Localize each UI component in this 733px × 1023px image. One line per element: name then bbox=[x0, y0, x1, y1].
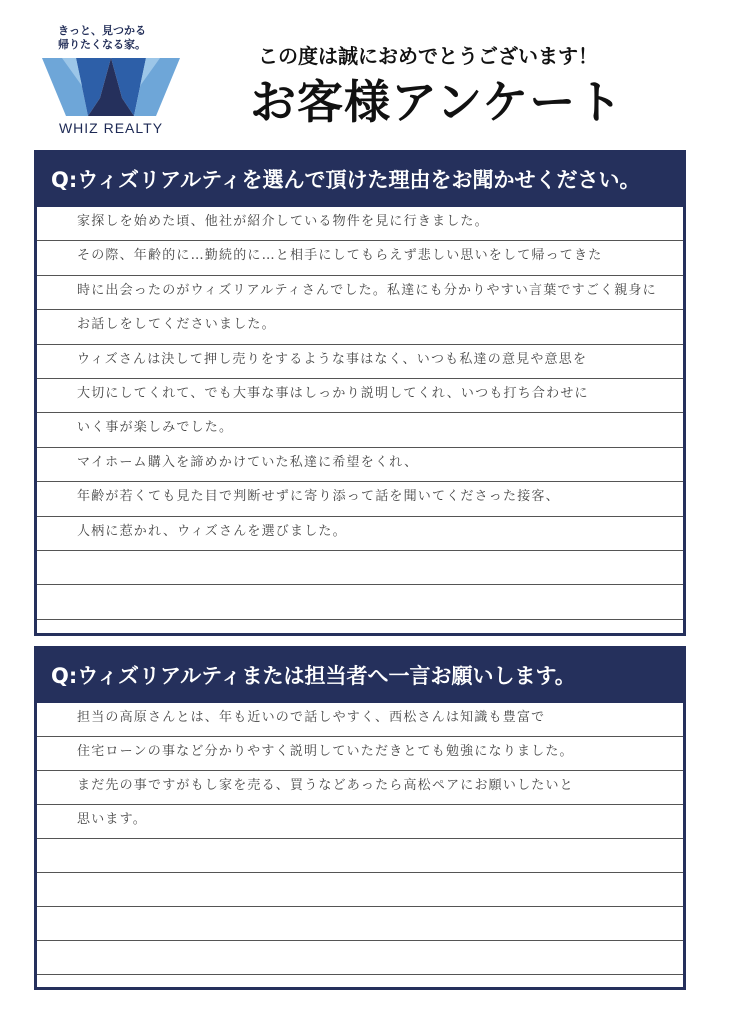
answer-line bbox=[37, 907, 683, 941]
answer-line: ウィズさんは決して押し売りをするような事はなく、いつも私達の意見や意思を bbox=[37, 345, 683, 379]
brand-name: WHIZ REALTY bbox=[58, 120, 164, 136]
answer-line: マイホーム購入を諦めかけていた私達に希望をくれ、 bbox=[37, 448, 683, 482]
answer-lines bbox=[37, 703, 683, 975]
answer-line bbox=[37, 839, 683, 873]
answer-line: その際、年齢的に…勤続的に…と相手にしてもらえず悲しい思いをして帰ってきた bbox=[37, 241, 683, 275]
question-box-message bbox=[34, 646, 686, 990]
congratulations-text: この度は誠におめでとうございます！ bbox=[258, 44, 598, 68]
answer-line: 大切にしてくれて、でも大事な事はしっかり説明してくれ、いつも打ち合わせに bbox=[37, 379, 683, 413]
answer-line: 年齢が若くても見た目で判断せずに寄り添って話を聞いてくださった接客、 bbox=[37, 482, 683, 516]
answer-line bbox=[37, 585, 683, 619]
answer-line: 人柄に惹かれ、ウィズさんを選びました。 bbox=[37, 517, 683, 551]
answer-line: いく事が楽しみでした。 bbox=[37, 413, 683, 447]
answer-line: まだ先の事ですがもし家を売る、買うなどあったら高松ペアにお願いしたいと bbox=[37, 771, 683, 805]
question-box-reason bbox=[34, 150, 686, 636]
survey-header bbox=[0, 0, 733, 150]
answer-line: お話しをしてくださいました。 bbox=[37, 310, 683, 344]
page-title: お客様アンケート bbox=[250, 75, 624, 129]
logo-tagline: きっと、見つかる 帰りたくなる家。 bbox=[58, 24, 146, 51]
answer-line: 時に出会ったのがウィズリアルティさんでした。私達にも分かりやすい言葉ですごく親身に bbox=[37, 276, 683, 310]
answer-line: 家探しを始めた頃、他社が紹介している物件を見に行きました。 bbox=[37, 207, 683, 241]
answer-line: 担当の高原さんとは、年も近いので話しやすく、西松さんは知識も豊富で bbox=[37, 703, 683, 737]
answer-line bbox=[37, 551, 683, 585]
whiz-w-logo-icon bbox=[42, 58, 180, 116]
answer-line bbox=[37, 873, 683, 907]
question-heading: Q:ウィズリアルティを選んで頂けた理由をお聞かせください。 bbox=[37, 153, 683, 207]
answer-lines bbox=[37, 207, 683, 620]
question-heading: Q:ウィズリアルティまたは担当者へ一言お願いします。 bbox=[37, 649, 683, 703]
answer-line: 思います。 bbox=[37, 805, 683, 839]
answer-line bbox=[37, 941, 683, 975]
answer-line: 住宅ローンの事など分かりやすく説明していただきとても勉強になりました。 bbox=[37, 737, 683, 771]
company-logo bbox=[36, 22, 186, 142]
